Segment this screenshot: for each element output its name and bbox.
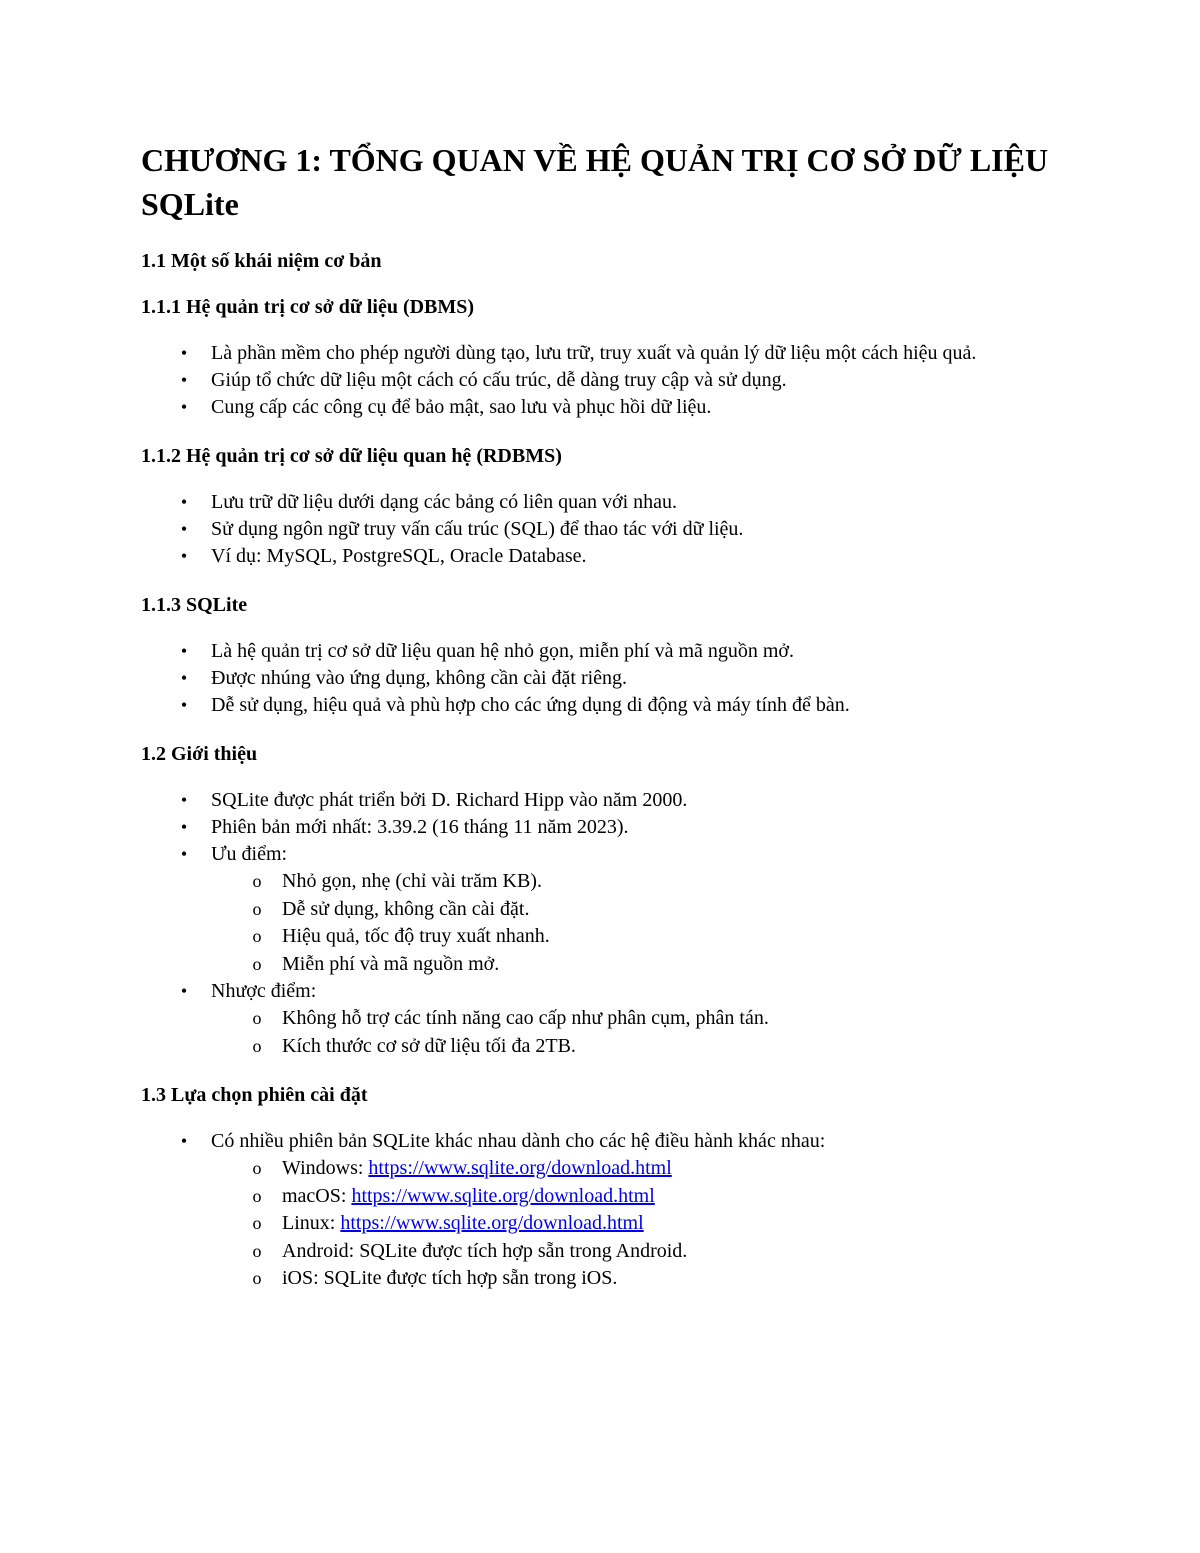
circle-bullet-icon: o xyxy=(252,1240,262,1261)
list-item: • Được nhúng vào ứng dụng, không cần cài đặt riêng. xyxy=(141,665,1061,692)
list-item: • Cung cấp các công cụ để bảo mật, sao lưu và phục hồi dữ liệu. xyxy=(141,394,1061,421)
list-item: • Phiên bản mới nhất: 3.39.2 (16 tháng 11 năm 2023). xyxy=(141,814,1061,841)
windows-download-link[interactable]: https://www.sqlite.org/download.html xyxy=(368,1157,672,1179)
list-item: • Ví dụ: MySQL, PostgreSQL, Oracle Database. xyxy=(141,543,1061,570)
sqlite-list xyxy=(141,638,1061,719)
circle-bullet-icon: o xyxy=(252,953,262,974)
list-item: o Nhỏ gọn, nhẹ (chỉ vài trăm KB). xyxy=(211,868,1061,896)
list-item: • Dễ sử dụng, hiệu quả và phù hợp cho các ứng dụng di động và máy tính để bàn. xyxy=(141,692,1061,719)
list-item: o Windows: https://www.sqlite.org/download.html xyxy=(211,1155,1061,1183)
dbms-list xyxy=(141,340,1061,421)
section-heading-1-1-1: 1.1.1 Hệ quản trị cơ sở dữ liệu (DBMS) xyxy=(141,296,475,318)
circle-bullet-icon: o xyxy=(252,926,262,946)
list-item: o Android: SQLite được tích hợp sẵn trong Android. xyxy=(211,1238,1061,1266)
list-item: • SQLite được phát triển bởi D. Richard Hipp vào năm 2000. xyxy=(141,787,1061,814)
section-heading-1-1-2: 1.1.2 Hệ quản trị cơ sở dữ liệu quan hệ (RDBMS) xyxy=(141,445,562,467)
list-item: o Không hỗ trợ các tính năng cao cấp như phân cụm, phân tán. xyxy=(211,1005,1061,1033)
circle-bullet-icon: o xyxy=(252,1185,262,1206)
bullet-icon: • xyxy=(180,641,188,661)
linux-download-link[interactable]: https://www.sqlite.org/download.html xyxy=(340,1212,644,1234)
pros-list xyxy=(211,868,1061,978)
rdbms-list xyxy=(141,489,1061,570)
circle-bullet-icon: o xyxy=(252,1008,262,1028)
list-item: • Là hệ quản trị cơ sở dữ liệu quan hệ nhỏ gọn, miễn phí và mã nguồn mở. xyxy=(141,638,1061,665)
bullet-icon: • xyxy=(180,695,188,715)
list-item: • Sử dụng ngôn ngữ truy vấn cấu trúc (SQL) để thao tác với dữ liệu. xyxy=(141,516,1061,543)
bullet-icon: • xyxy=(180,370,188,390)
circle-bullet-icon: o xyxy=(252,1268,262,1288)
section-heading-1-1-3: 1.1.3 SQLite xyxy=(141,594,248,616)
bullet-icon: • xyxy=(180,790,188,810)
circle-bullet-icon: o xyxy=(252,898,262,919)
list-item: o macOS: https://www.sqlite.org/download.html xyxy=(211,1183,1061,1211)
circle-bullet-icon: o xyxy=(252,1035,262,1056)
circle-bullet-icon: o xyxy=(252,1158,262,1178)
list-item: o Miễn phí và mã nguồn mở. xyxy=(211,951,1061,979)
bullet-icon: • xyxy=(180,844,188,864)
circle-bullet-icon: o xyxy=(252,1213,262,1233)
bullet-icon: • xyxy=(180,546,188,566)
bullet-icon: • xyxy=(180,397,188,417)
bullet-icon: • xyxy=(180,668,188,688)
list-item: • Có nhiều phiên bản SQLite khác nhau dành cho các hệ điều hành khác nhau: o Windows: https://www.sqlite.org/download.html o macOS: https://www.sqlite.org/download.html o Linux: https://www.sqlite.org/download.html o Android: SQLite được tích hợp sẵn trong Android. o iOS: SQLite được tích hợp sẵn trong iOS. xyxy=(141,1128,1061,1293)
list-item: o iOS: SQLite được tích hợp sẵn trong iOS. xyxy=(211,1265,1061,1293)
circle-bullet-icon: o xyxy=(252,871,262,891)
section-heading-1-3: 1.3 Lựa chọn phiên cài đặt xyxy=(141,1084,368,1106)
list-item: • Lưu trữ dữ liệu dưới dạng các bảng có liên quan với nhau. xyxy=(141,489,1061,516)
os-list xyxy=(211,1155,1061,1293)
list-item: • Nhược điểm: o Không hỗ trợ các tính năng cao cấp như phân cụm, phân tán. o Kích thước cơ sở dữ liệu tối đa 2TB. xyxy=(141,978,1061,1060)
chapter-title: CHƯƠNG 1: TỔNG QUAN VỀ HỆ QUẢN TRỊ CƠ SỞ DỮ LIỆU SQLite xyxy=(141,142,1049,222)
bullet-icon: • xyxy=(180,817,188,837)
install-list xyxy=(141,1128,1061,1293)
cons-list xyxy=(211,1005,1061,1060)
list-item: o Dễ sử dụng, không cần cài đặt. xyxy=(211,896,1061,924)
bullet-icon: • xyxy=(180,1131,188,1151)
bullet-icon: • xyxy=(180,981,188,1001)
section-heading-1-1: 1.1 Một số khái niệm cơ bản xyxy=(141,250,382,272)
list-item: o Linux: https://www.sqlite.org/download.html xyxy=(211,1210,1061,1238)
bullet-icon: • xyxy=(180,343,188,363)
bullet-icon: • xyxy=(180,492,188,512)
macos-download-link[interactable]: https://www.sqlite.org/download.html xyxy=(351,1184,655,1207)
list-item: • Ưu điểm: o Nhỏ gọn, nhẹ (chỉ vài trăm KB). o Dễ sử dụng, không cần cài đặt. o Hiệu quả, tốc độ truy xuất nhanh. o Miễn phí và mã nguồn mở. xyxy=(141,841,1061,978)
document-page xyxy=(141,138,1061,1315)
list-item: o Hiệu quả, tốc độ truy xuất nhanh. xyxy=(211,923,1061,951)
section-heading-1-2: 1.2 Giới thiệu xyxy=(141,743,258,765)
list-item: • Giúp tổ chức dữ liệu một cách có cấu trúc, dễ dàng truy cập và sử dụng. xyxy=(141,367,1061,394)
list-item: • Là phần mềm cho phép người dùng tạo, lưu trữ, truy xuất và quản lý dữ liệu một cách hiệu quả. xyxy=(141,340,1061,367)
intro-list xyxy=(141,787,1061,1060)
list-item: o Kích thước cơ sở dữ liệu tối đa 2TB. xyxy=(211,1033,1061,1061)
bullet-icon: • xyxy=(180,519,188,539)
